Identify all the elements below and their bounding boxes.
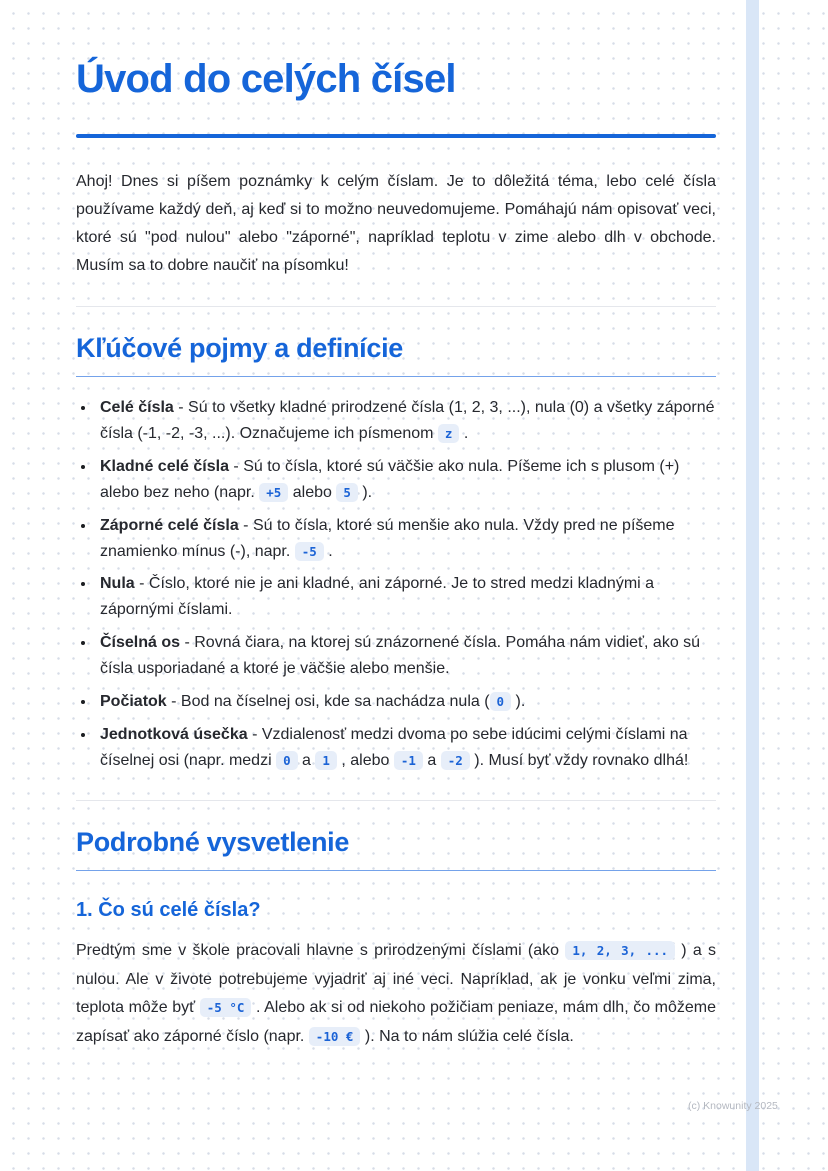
inline-code-badge: 1, 2, 3, ...: [565, 941, 675, 960]
text-run: a: [422, 751, 441, 769]
text-run: ).: [357, 483, 373, 501]
text-run: - Bod na číselnej osi, kde sa nachádza nula (: [166, 693, 490, 711]
copyright-watermark: (c) Knowunity 2025: [688, 1100, 778, 1112]
inline-code-badge: 5: [336, 483, 358, 502]
text-run: Počiatok: [100, 693, 167, 711]
term-list-item: [96, 630, 716, 682]
text-run: ) a s nulou. Ale v živote potrebujeme vyjadriť aj iné veci. Napríklad, ak je vonku veľmi zima, teplota môže byť: [76, 941, 717, 1017]
text-run: ). Na to nám slúžia celé čísla.: [360, 1028, 574, 1046]
page-title: Úvod do celých čísel: [76, 57, 456, 101]
text-run: - Sú to všetky kladné prirodzené čísla (1, 2, 3, ...), nula (0) a všetky záporné čísla (-1, -2, -3, ...). Označujeme ich písmenom: [100, 399, 715, 442]
explanation-paragraph: [76, 937, 716, 1052]
section-heading-key-terms: Kľúčové pojmy a definície: [76, 333, 716, 377]
text-run: Nula: [100, 575, 135, 593]
text-run: Predtým sme v škole pracovali hlavne s prirodzenými číslami (ako: [76, 941, 566, 959]
term-list-item: [96, 722, 716, 774]
term-list-item: [96, 513, 716, 565]
text-run: . Alebo ak si od niekoho požičiam peniaze, mám dlh, čo môžeme zapísať ako záporné číslo (napr.: [76, 999, 716, 1046]
inline-code-badge: 0: [276, 751, 298, 770]
text-run: .: [323, 542, 333, 560]
inline-code-badge: -1: [394, 751, 423, 770]
text-run: .: [459, 424, 469, 442]
text-run: - Číslo, ktoré nie je ani kladné, ani záporné. Je to stred medzi kladnými a zápornými číslami.: [100, 575, 655, 619]
term-list-item: [96, 395, 716, 447]
text-run: ). Musí byť vždy rovnako dlhá!: [469, 751, 689, 769]
term-list-item: [96, 689, 716, 715]
text-run: Záporné celé čísla: [100, 516, 239, 534]
page-margin-stripe: [746, 0, 759, 1171]
notes-content: [76, 0, 716, 1052]
text-run: Kladné celé čísla: [100, 457, 229, 475]
section-divider: [76, 800, 716, 801]
inline-code-badge: -2: [441, 751, 470, 770]
text-run: - Rovná čiara, na ktorej sú znázornené čísla. Pomáha nám vidieť, ako sú čísla usporiadané a ktoré je väčšie alebo menšie.: [100, 634, 701, 678]
text-run: Číselná os: [100, 634, 181, 652]
text-run: alebo: [288, 483, 337, 501]
text-run: ).: [511, 693, 526, 711]
inline-code-badge: z: [438, 424, 460, 443]
text-run: - Vzdialenosť medzi dvoma po sebe idúcimi celými číslami na číselnej osi (napr. medzi: [100, 725, 688, 769]
key-terms-list: [76, 395, 716, 774]
term-list-item: [96, 454, 716, 506]
title-rule: [76, 134, 716, 138]
text-run: - Sú to čísla, ktoré sú väčšie ako nula. Píšeme ich s plusom (+) alebo bez neho (napr.: [100, 457, 680, 501]
text-run: , alebo: [336, 751, 394, 769]
inline-code-badge: -5: [295, 542, 324, 561]
text-run: Jednotková úsečka: [100, 725, 248, 743]
text-run: a: [297, 751, 316, 769]
text-run: - Sú to čísla, ktoré sú menšie ako nula. Vždy pred ne píšeme znamienko mínus (-), napr.: [100, 516, 675, 560]
inline-code-badge: +5: [259, 483, 288, 502]
section-heading-explanation: Podrobné vysvetlenie: [76, 827, 716, 871]
inline-code-badge: -10 €: [309, 1027, 361, 1046]
intro-paragraph: Ahoj! Dnes si píšem poznámky k celým číslam. Je to dôležitá téma, lebo celé čísla používame každý deň, aj keď si to možno neuvedomujeme. Pomáhajú nám opisovať veci, ktoré sú "pod nulou" alebo "záporné", napríklad teplotu v zime alebo dlh v obchode. Musím sa to dobre naučiť na písomku!: [76, 173, 716, 274]
inline-code-badge: 1: [315, 751, 337, 770]
inline-code-badge: -5 °C: [200, 998, 252, 1017]
subsection-heading: 1. Čo sú celé čísla?: [76, 898, 261, 921]
inline-code-badge: 0: [490, 692, 512, 711]
section-divider: [76, 306, 716, 307]
term-list-item: [96, 571, 716, 623]
text-run: Celé čísla: [100, 399, 174, 416]
